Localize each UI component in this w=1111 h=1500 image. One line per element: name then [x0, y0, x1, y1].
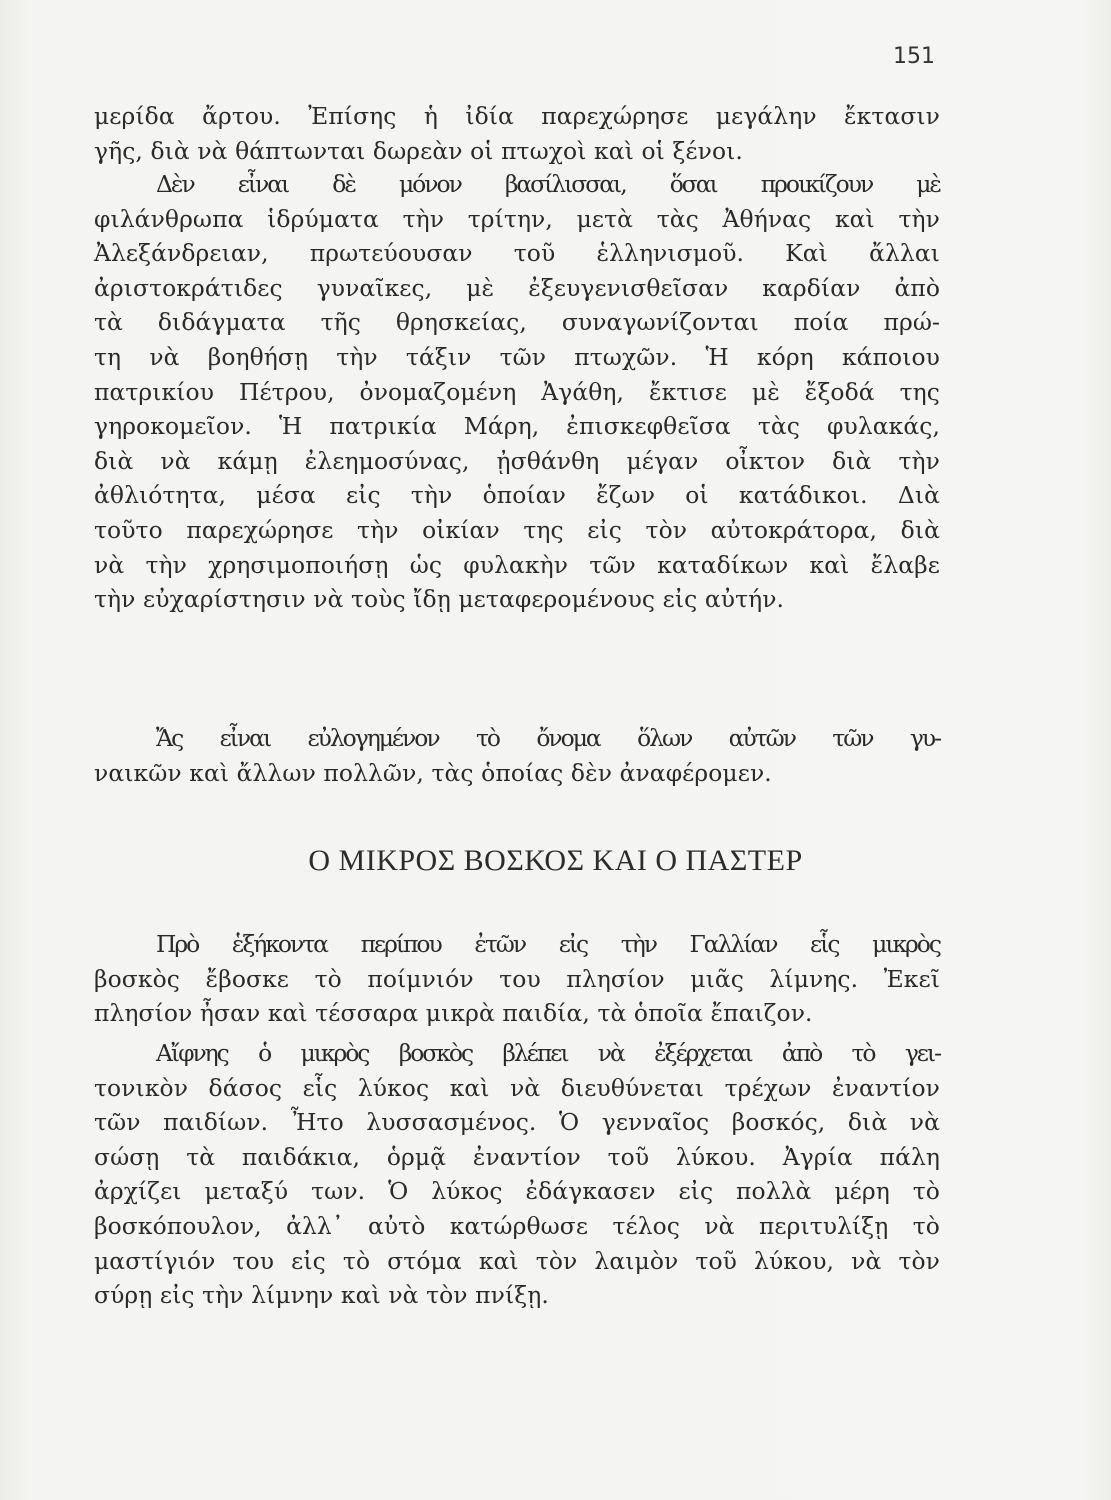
paragraph-wolf-fight [94, 1036, 940, 1313]
text-line: γῆς, διὰ νὰ θάπτωνται δωρεὰν οἱ πτωχοὶ καὶ οἱ ξένοι. [94, 136, 743, 165]
text-line: τῶν παιδίων. Ἦτο λυσσασμένος. Ὁ γενναῖος βοσκός, διὰ νὰ [94, 1108, 940, 1137]
text-line: σύρῃ εἰς τὴν λίμνην καὶ νὰ τὸν πνίξῃ. [94, 1281, 549, 1310]
text-line: τοῦτο παρεχώρησε τὴν οἰκίαν της εἰς τὸν αὐτοκράτορα, διὰ [94, 515, 940, 544]
text-line: ναικῶν καὶ ἄλλων πολλῶν, τὰς ὁποίας δὲν ἀναφέρομεν. [94, 758, 772, 787]
text-line: Ἀλεξάνδρειαν, πρωτεύουσαν τοῦ ἑλληνισμοῦ. Καὶ ἄλλαι [94, 239, 940, 268]
text-line: πλησίον ἦσαν καὶ τέσσαρα μικρὰ παιδία, τὰ ὁποῖα ἔπαιζον. [94, 999, 813, 1028]
text-line: ἀρχίζει μεταξύ των. Ὁ λύκος ἐδάγκασεν εἰς πολλὰ μέρη τὸ [94, 1177, 940, 1206]
text-line: διὰ νὰ κάμῃ ἐλεημοσύνας, ᾐσθάνθη μέγαν οἶκτον διὰ τὴν [94, 446, 940, 475]
text-line: πατρικίου Πέτρου, ὀνομαζομένη Ἀγάθη, ἔκτισε μὲ ἔξοδά της [94, 377, 940, 406]
text-line: φιλάνθρωπα ἱδρύματα τὴν τρίτην, μετὰ τὰς Ἀθήνας καὶ τὴν [94, 204, 940, 233]
text-line: Δὲν εἶναι δὲ μόνον βασίλισσαι, ὅσαι προικίζουν μὲ [156, 170, 940, 198]
text-line: νὰ τὴν χρησιμοποιήσῃ ὡς φυλακὴν τῶν καταδίκων καὶ ἔλαβε [94, 550, 940, 579]
text-line: βοσκόπουλον, ἀλλ᾽ αὐτὸ κατώρθωσε τέλος νὰ περιτυλίξῃ τὸ [94, 1211, 940, 1240]
paragraph-blessing [94, 721, 940, 790]
text-line: Πρὸ ἑξήκοντα περίπου ἐτῶν εἰς τὴν Γαλλίαν εἷς μικρὸς [156, 930, 940, 958]
text-line: σώσῃ τὰ παιδάκια, ὁρμᾷ ἐναντίον τοῦ λύκου. Ἀγρία πάλη [94, 1142, 940, 1171]
text-line: τὰ διδάγματα τῆς θρησκείας, συναγωνίζονται ποία πρώ- [94, 308, 940, 337]
text-line: τὴν εὐχαρίστησιν νὰ τοὺς ἴδῃ μεταφερομένους εἰς αὐτήν. [94, 585, 785, 614]
text-line: ἀριστοκράτιδες γυναῖκες, μὲ ἐξευγενισθεῖσαν καρδίαν ἀπὸ [94, 273, 940, 302]
paragraph-shepherd-intro [94, 927, 940, 1031]
text-line: μερίδα ἄρτου. Ἐπίσης ἡ ἰδία παρεχώρησε μεγάλην ἔκτασιν [94, 102, 940, 130]
text-line: Ἄς εἶναι εὐλογημένον τὸ ὄνομα ὅλων αὐτῶν τῶν γυ- [156, 724, 940, 752]
text-line: τονικὸν δάσος εἷς λύκος καὶ νὰ διευθύνεται τρέχων ἐναντίον [94, 1073, 940, 1102]
paragraph-continuation [94, 99, 940, 168]
text-line: ἀθλιότητα, μέσα εἰς τὴν ὁποίαν ἔζων οἱ κατάδικοι. Διὰ [94, 481, 940, 510]
text-line: τη νὰ βοηθήσῃ τὴν τάξιν τῶν πτωχῶν. Ἡ κόρη κάποιου [94, 342, 940, 371]
text-line: μαστίγιόν του εἰς τὸ στόμα καὶ τὸν λαιμὸν τοῦ λύκου, νὰ τὸν [94, 1246, 940, 1275]
text-line: βοσκὸς ἔβοσκε τὸ ποίμνιόν του πλησίον μιᾶς λίμνης. Ἐκεῖ [94, 964, 940, 993]
text-line: γηροκομεῖον. Ἡ πατρικία Μάρη, ἐπισκεφθεῖσα τὰς φυλακάς, [94, 412, 940, 441]
section-heading: Ο ΜΙΚΡΟΣ ΒΟΣΚΟΣ ΚΑΙ Ο ΠΑΣΤΕΡ [308, 844, 803, 877]
text-line: Αἴφνης ὁ μικρὸς βοσκὸς βλέπει νὰ ἐξέρχεται ἀπὸ τὸ γει- [156, 1039, 940, 1067]
page-number: 151 [893, 44, 935, 69]
paragraph-philanthropy [94, 167, 940, 617]
